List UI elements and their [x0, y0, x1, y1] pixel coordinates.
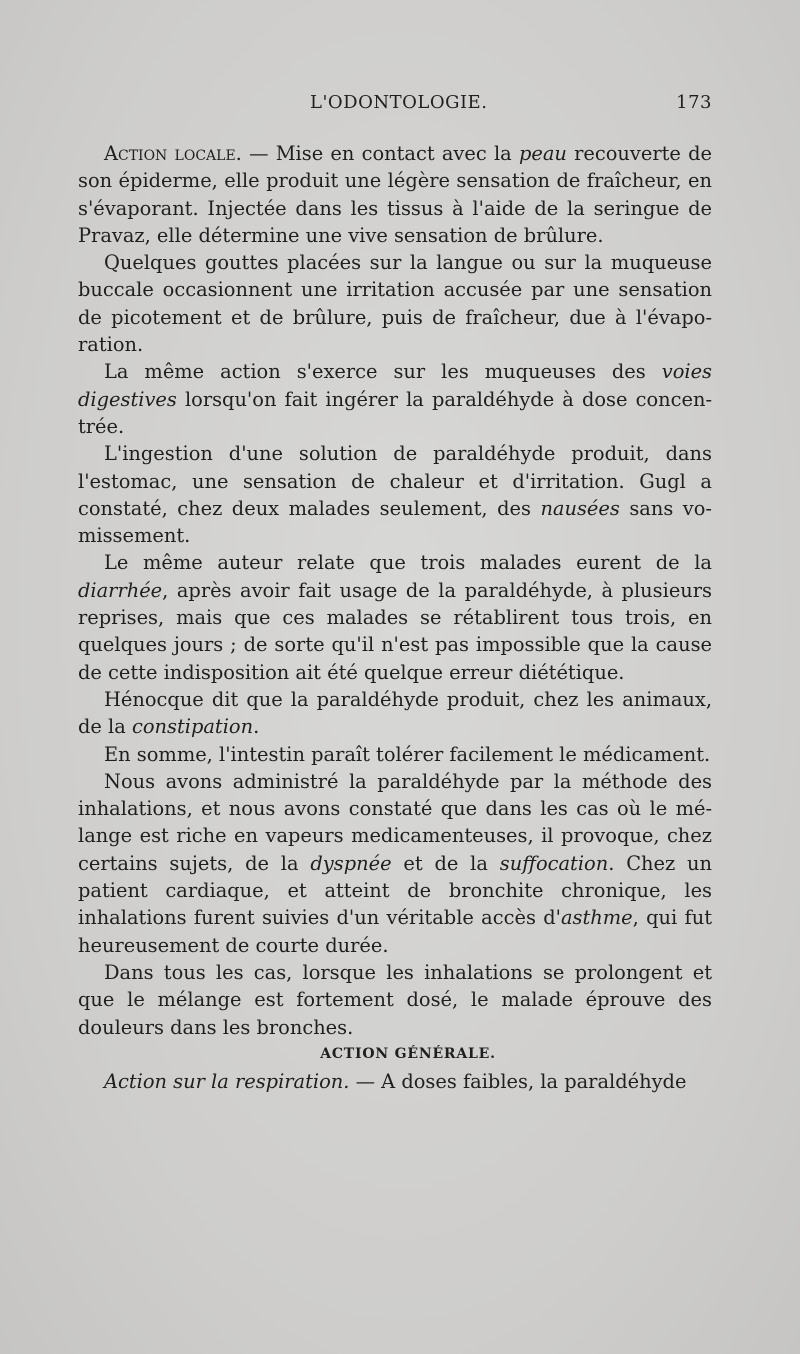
paragraph [78, 249, 712, 358]
text-run: L'ingestion d'une solution de paraldéhyde produit, dans l'estomac, une sensation de chaleur et d'irritation. Gugl a constaté, chez deux malades seulement, des [78, 442, 712, 520]
paragraph [78, 440, 712, 549]
small-caps-heading: Action locale. [104, 142, 242, 165]
page-header [78, 92, 712, 122]
page-body [78, 140, 712, 1095]
running-head: L'ODONTOLOGIE. [310, 92, 488, 113]
italic-term: dyspnée [310, 851, 392, 875]
section-heading: ACTION GÉNÉRALE. [320, 1045, 496, 1062]
text-run: Quelques gouttes placées sur la langue ou sur la muqueuse buccale occasionnent une irritation accusée par une sensation de picotement et de brûlure, puis de fraîcheur, due à l'évaporation. [78, 251, 712, 357]
italic-term: asthme [560, 906, 633, 930]
text-run: — A doses faibles, la paraldéhyde [349, 1070, 687, 1094]
text-run: Hénocque dit que la paraldéhyde produit, chez les animaux, de la [78, 687, 712, 739]
text-run: , après avoir fait usage de la paraldéhyde, à plusieurs reprises, mais que ces malades se rétablirent tous trois, en quelques jours ; de sorte qu'il n'est pas impossible que la cause de cette indisposition ait été quelque erreur diététique. [78, 578, 712, 684]
text-run: La même action s'exerce sur les muqueuses des [104, 360, 662, 384]
paragraph [78, 768, 712, 959]
paragraph [78, 959, 712, 1041]
text-run: et de la [391, 851, 500, 875]
text-run: Nous avons administré la paraldéhyde par la méthode des inhalations, et nous avons constaté que dans les cas où le mélange est riche en vapeurs medicamenteuses, il provoque, chez certains sujets, de la [78, 769, 712, 875]
italic-term: Action sur la respiration. [104, 1070, 350, 1094]
italic-term: peau [518, 142, 567, 165]
text-run: En somme, l'intestin paraît tolérer facilement le médicament. [104, 742, 711, 766]
text-run: lorsqu'on fait ingérer la paraldéhyde à dose concentrée. [78, 387, 712, 438]
text-run: . [253, 715, 260, 739]
paragraph [78, 686, 712, 741]
text-run: sans vomissement. [78, 496, 712, 548]
paragraph [78, 140, 712, 249]
italic-term: constipation [131, 715, 254, 739]
paragraph [78, 549, 712, 685]
italic-term: suffocation [499, 851, 609, 875]
text-run: Le même auteur relate que trois malades eurent de la [104, 551, 712, 575]
text-run: Dans tous les cas, lorsque les inhalations se prolongent et que le mélange est fortement dosé, le malade éprouve des douleurs dans les bronches. [78, 960, 712, 1039]
italic-term: diarrhée [78, 578, 163, 602]
paragraph [78, 358, 712, 440]
page-number: 173 [676, 92, 712, 113]
text-run: . Chez un patient cardiaque, et atteint de bronchite chronique, les inhalations furent suivies d'un véritable accès d' [78, 851, 713, 930]
paragraph [78, 741, 712, 768]
text-run: — Mise en contact avec la [241, 142, 519, 165]
italic-term: nausées [540, 496, 620, 520]
text-run: , qui fut heureusement de courte durée. [78, 906, 712, 957]
text-run: recouverte de son épiderme, elle produit une légère sensation de fraîcheur, en s'évaporant. Injectée dans les tissus à l'aide de la seringue de Pravaz, elle détermine une vive sensation de brûlure. [78, 142, 712, 247]
last-paragraph [78, 1068, 712, 1095]
italic-term: voies digestives [78, 360, 712, 411]
